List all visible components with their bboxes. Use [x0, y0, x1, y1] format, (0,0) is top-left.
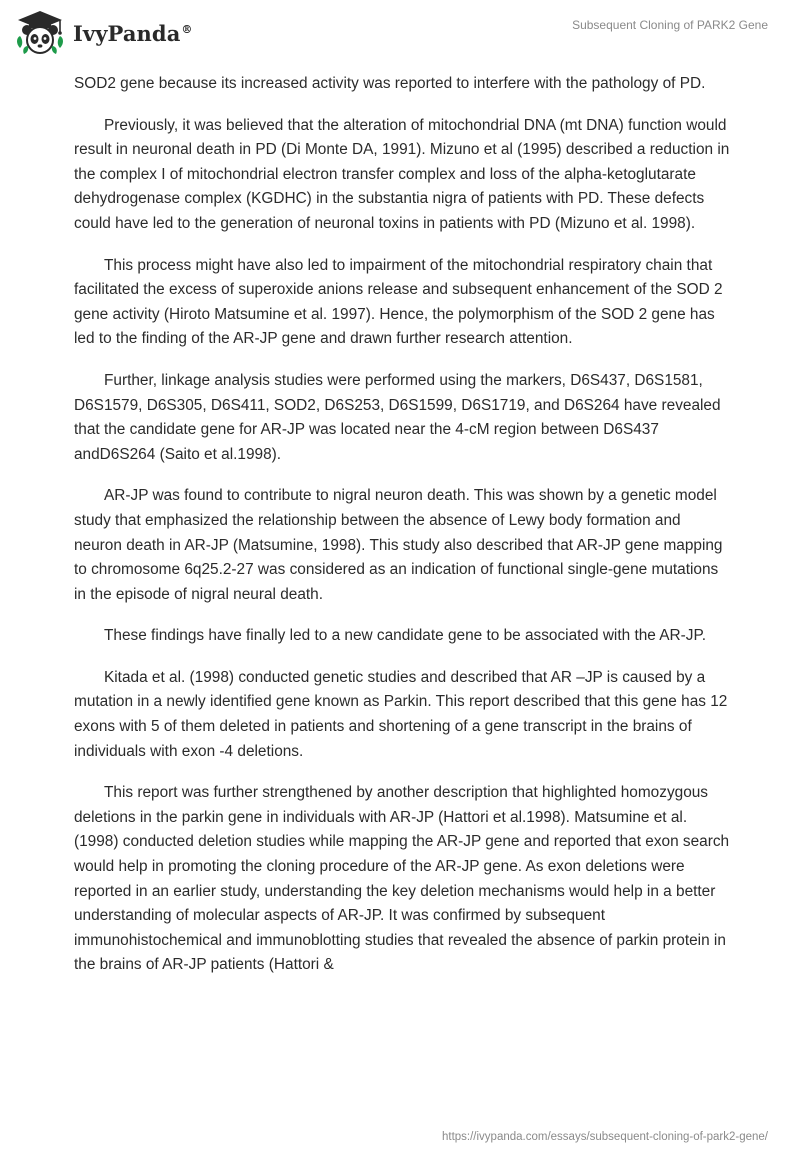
paragraph-2: Previously, it was believed that the alteration of mitochondrial DNA (mt DNA) function would result in neuronal death in PD (Di Monte DA, 1991). Mizuno et al (1995) described a reduction in the complex I of mitochondrial electron transfer complex and loss of the alpha-ketoglutarate dehydrogenase complex (KGDHC) in the substantia nigra of patients with PD. These defects could have led to the generation of neuronal toxins in patients with PD (Mizuno et al. 1998). [74, 116, 730, 232]
brand-name [73, 21, 193, 46]
page-header [0, 0, 800, 62]
registered-mark: ® [181, 22, 193, 36]
ivypanda-logo[interactable] [14, 8, 193, 56]
paragraph-8: This report was further strengthened by another description that highlighted homozygous deletions in the parkin gene in individuals with AR-JP (Hattori et al.1998). Matsumine et al. (1998) conducted deletion studies while mapping the AR-JP gene and reported that exon search would help in promoting the cloning procedure of the AR-JP gene. As exon deletions were reported in an earlier study, understanding the key deletion mechanisms would help in a better understanding of molecular aspects of AR-JP. It was confirmed by subsequent immunohistochemical and immunoblotting studies that revealed the absence of parkin protein in the brains of AR-JP patients (Hattori & [74, 784, 730, 974]
paragraph-5: AR-JP was found to contribute to nigral neuron death. This was shown by a genetic model study that emphasized the relationship between the absence of Lewy body formation and neuron death in AR-JP (Matsumine, 1998). This study also described that AR-JP gene mapping to chromosome 6q25.2-27 was considered as an indication of functional single-gene mutations in the episode of nigral neural death. [74, 487, 723, 603]
document-title: Subsequent Cloning of PARK2 Gene [572, 18, 768, 32]
source-url[interactable]: https://ivypanda.com/essays/subsequent-cloning-of-park2-gene/ [441, 1131, 768, 1143]
essay-body [74, 72, 730, 995]
paragraph-4: Further, linkage analysis studies were performed using the markers, D6S437, D6S1581, D6S1579, D6S305, D6S411, SOD2, D6S253, D6S1599, D6S1719, and D6S264 have revealed that the candidate gene for AR-JP was located near the 4-cM region between D6S437 andD6S264 (Saito et al.1998). [74, 371, 721, 463]
paragraph-3: This process might have also led to impairment of the mitochondrial respiratory chain that facilitated the excess of superoxide anions release and subsequent enhancement of the SOD 2 gene activity (Hiroto Matsumine et al. 1997). Hence, the polymorphism of the SOD 2 gene has led to the finding of the AR-JP gene and drawn further research attention. [74, 256, 723, 348]
brand-name-text: IvyPanda [73, 20, 181, 46]
paragraph-6: These findings have finally led to a new candidate gene to be associated with the AR-JP. [104, 627, 707, 645]
paragraph-7: Kitada et al. (1998) conducted genetic studies and described that AR –JP is caused by a mutation in a newly identified gene known as Parkin. This report described that this gene has 12 exons with 5 of them deleted in patients and shortening of a gene transcript in the brains of individuals with exon -4 deletions. [74, 668, 728, 760]
panda-graduation-cap-icon [14, 8, 66, 56]
paragraph-1: SOD2 gene because its increased activity was reported to interfere with the pathology of PD. [74, 75, 706, 92]
